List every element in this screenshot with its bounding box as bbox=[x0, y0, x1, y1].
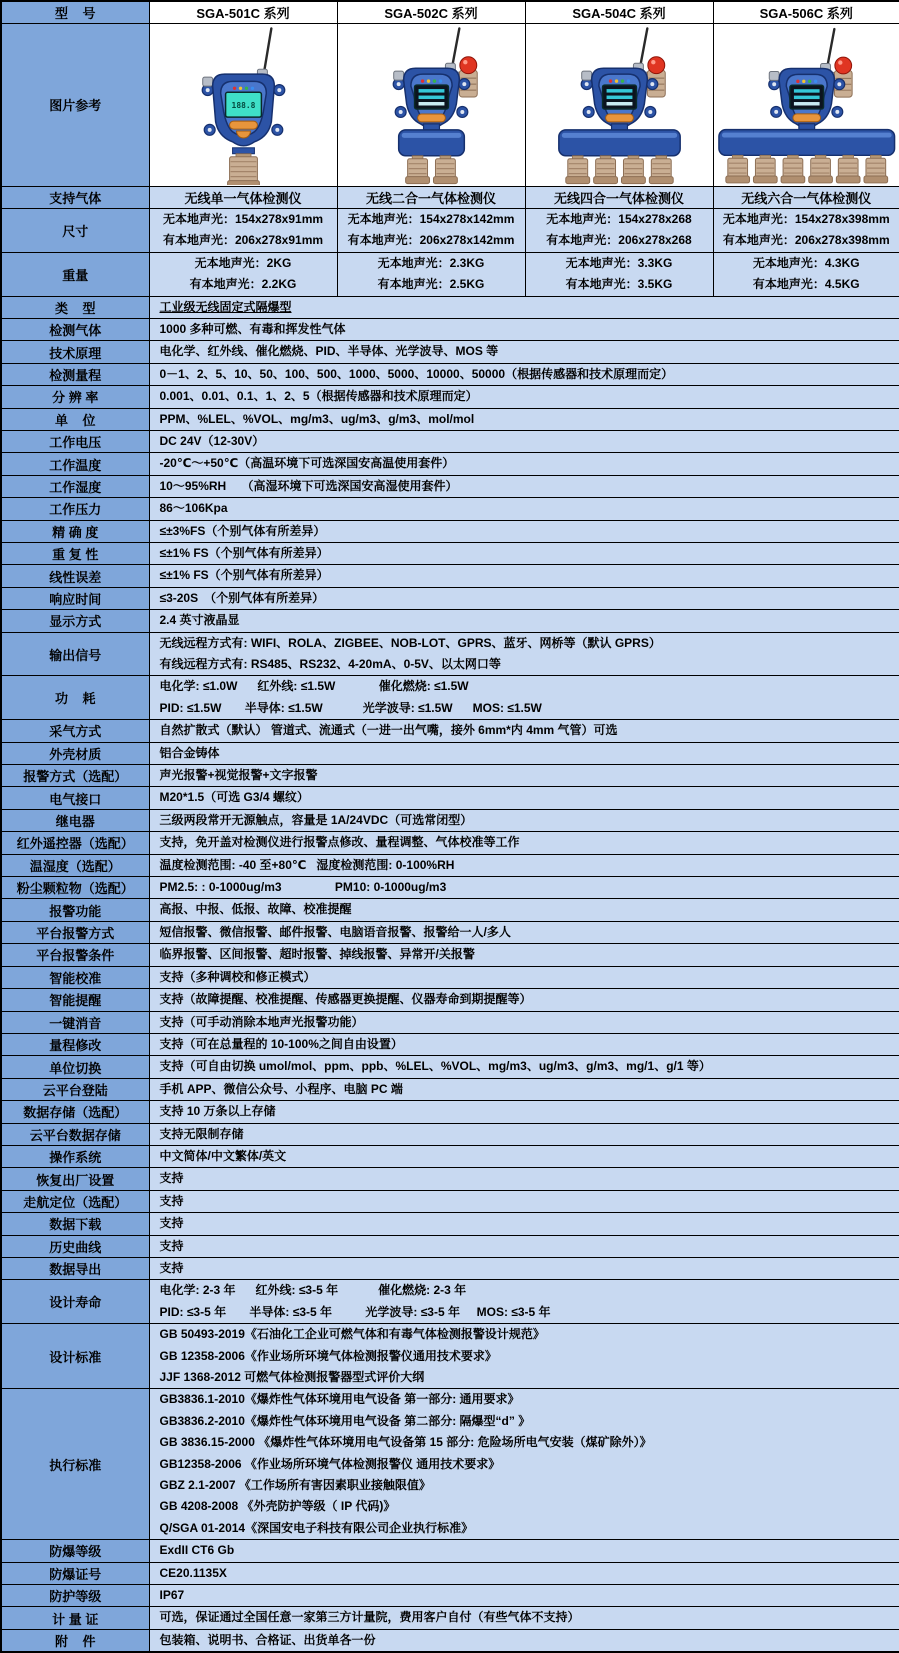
spec-row bbox=[1, 1101, 899, 1123]
dimensions-cell bbox=[713, 208, 899, 252]
spec-line: GB 50493-2019《石油化工企业可燃气体和有毒气体检测报警设计规范》 bbox=[150, 1324, 899, 1345]
spec-row-label: 一键消音 bbox=[1, 1011, 149, 1033]
spec-line: 支持 bbox=[150, 1258, 899, 1279]
weight-row bbox=[1, 252, 899, 296]
spec-row-value bbox=[149, 318, 899, 340]
spec-line: -20℃～+50℃（高温环境下可选深国安高温使用套件） bbox=[150, 453, 899, 474]
spec-line: PPM、%LEL、%VOL、mg/m3、ug/m3、g/m3、mol/mol bbox=[150, 409, 899, 430]
spec-row bbox=[1, 1213, 899, 1235]
spec-row-value bbox=[149, 408, 899, 430]
spec-row-label: 数据导出 bbox=[1, 1257, 149, 1279]
spec-row-label: 工作压力 bbox=[1, 498, 149, 520]
spec-row bbox=[1, 520, 899, 542]
weight-cell bbox=[337, 252, 525, 296]
spec-row-label: 粉尘颗粒物（选配） bbox=[1, 877, 149, 899]
spec-row bbox=[1, 318, 899, 340]
spec-row-value bbox=[149, 610, 899, 632]
spec-row-value bbox=[149, 1033, 899, 1055]
spec-line: GB3836.2-2010《爆炸性气体环境用电气设备 第二部分: 隔爆型“d” 》 bbox=[150, 1411, 899, 1432]
gas-row-label: 支持气体 bbox=[1, 186, 149, 208]
spec-row-label: 量程修改 bbox=[1, 1033, 149, 1055]
spec-row-value bbox=[149, 1190, 899, 1212]
model-name-sga502c: SGA-502C 系列 bbox=[337, 1, 525, 23]
spec-row-value bbox=[149, 386, 899, 408]
spec-line: 短信报警、微信报警、邮件报警、电脑语音报警、报警给一人/多人 bbox=[150, 922, 899, 943]
spec-line: 可选，保证通过全国任意一家第三方计量院，费用客户自付（有些气体不支持） bbox=[150, 1607, 899, 1628]
spec-row-label: 重 复 性 bbox=[1, 542, 149, 564]
weight-cell bbox=[525, 252, 713, 296]
spec-row-label: 输出信号 bbox=[1, 632, 149, 676]
spec-row-label: 防爆等级 bbox=[1, 1540, 149, 1562]
spec-line: 手机 APP、微信公众号、小程序、电脑 PC 端 bbox=[150, 1079, 899, 1100]
spec-line: ≤±3%FS（个别气体有所差异） bbox=[150, 521, 899, 542]
spec-row-value bbox=[149, 765, 899, 787]
product-image-cell bbox=[525, 23, 713, 186]
spec-row bbox=[1, 921, 899, 943]
dimension-line: 无本地声光：154x278x268 bbox=[526, 209, 713, 231]
spec-row-label: 数据存储（选配） bbox=[1, 1101, 149, 1123]
spec-row bbox=[1, 1235, 899, 1257]
spec-row-value bbox=[149, 1011, 899, 1033]
spec-row-value bbox=[149, 520, 899, 542]
spec-row bbox=[1, 720, 899, 742]
spec-row-value bbox=[149, 877, 899, 899]
spec-line: JJF 1368-2012 可燃气体检测报警器型式评价大纲 bbox=[150, 1367, 899, 1388]
spec-row bbox=[1, 809, 899, 831]
spec-row-label: 显示方式 bbox=[1, 610, 149, 632]
model-name-sga504c: SGA-504C 系列 bbox=[525, 1, 713, 23]
spec-row-value bbox=[149, 676, 899, 720]
spec-line: 支持（可自由切换 umol/mol、ppm、ppb、%LEL、%VOL、mg/m3、ug/m3、g/m3、mg/1、g/1 等） bbox=[150, 1056, 899, 1077]
spec-row-label: 执行标准 bbox=[1, 1389, 149, 1540]
spec-row-value bbox=[149, 742, 899, 764]
spec-row-value bbox=[149, 1562, 899, 1584]
spec-row-label: 检测气体 bbox=[1, 318, 149, 340]
product-image-cell bbox=[149, 23, 337, 186]
gas-detector-image bbox=[714, 24, 899, 185]
spec-row-label: 恢复出厂设置 bbox=[1, 1168, 149, 1190]
spec-line: PID: ≤3-5 年 半导体: ≤3-5 年 光学波导: ≤3-5 年 MOS: ≤3-5 年 bbox=[150, 1302, 899, 1323]
spec-line: 临界报警、区间报警、超时报警、掉线报警、异常开/关报警 bbox=[150, 944, 899, 965]
spec-row-value bbox=[149, 1078, 899, 1100]
detector-type: 无线二合一气体检测仪 bbox=[337, 186, 525, 208]
gas-detector-image bbox=[526, 24, 713, 185]
spec-line: PM2.5: : 0-1000ug/m3 PM10: 0-1000ug/m3 bbox=[150, 877, 899, 898]
weight-line: 无本地声光：2.3KG bbox=[338, 253, 525, 275]
spec-row-value bbox=[149, 854, 899, 876]
spec-row bbox=[1, 565, 899, 587]
spec-row bbox=[1, 1056, 899, 1078]
model-header-row bbox=[1, 1, 899, 23]
spec-row-value bbox=[149, 1540, 899, 1562]
spec-line: 支持 bbox=[150, 1168, 899, 1189]
spec-row-value bbox=[149, 498, 899, 520]
spec-row-value bbox=[149, 296, 899, 318]
spec-row-value bbox=[149, 475, 899, 497]
spec-row bbox=[1, 877, 899, 899]
product-image-cell bbox=[337, 23, 525, 186]
spec-line: GBZ 2.1-2007 《工作场所有害因素职业接触限值》 bbox=[150, 1475, 899, 1496]
spec-row-label: 平台报警方式 bbox=[1, 921, 149, 943]
spec-row-label: 电气接口 bbox=[1, 787, 149, 809]
spec-row bbox=[1, 1280, 899, 1324]
dimension-line: 有本地声光：206x278x398mm bbox=[714, 230, 899, 252]
spec-row-label: 云平台数据存储 bbox=[1, 1123, 149, 1145]
spec-line: GB 3836.15-2000 《爆炸性气体环境用电气设备第 15 部分: 危险场所电气安装（煤矿除外）》 bbox=[150, 1432, 899, 1453]
spec-row-value bbox=[149, 542, 899, 564]
spec-row-value bbox=[149, 1235, 899, 1257]
spec-row bbox=[1, 832, 899, 854]
spec-line: DC 24V（12-30V） bbox=[150, 431, 899, 452]
dimension-line: 无本地声光：154x278x398mm bbox=[714, 209, 899, 231]
spec-row bbox=[1, 363, 899, 385]
spec-row bbox=[1, 1168, 899, 1190]
spec-row-value bbox=[149, 1607, 899, 1629]
dimension-line: 无本地声光：154x278x91mm bbox=[150, 209, 337, 231]
spec-line: 支持（可手动消除本地声光报警功能） bbox=[150, 1012, 899, 1033]
dimensions-cell bbox=[525, 208, 713, 252]
spec-line: 声光报警+视觉报警+文字报警 bbox=[150, 765, 899, 786]
spec-line: 支持（可在总量程的 10-100%之间自由设置） bbox=[150, 1034, 899, 1055]
spec-row-value bbox=[149, 1280, 899, 1324]
spec-row-value bbox=[149, 1123, 899, 1145]
dimension-line: 有本地声光：206x278x142mm bbox=[338, 230, 525, 252]
model-row-label: 型 号 bbox=[1, 1, 149, 23]
spec-line: 高报、中报、低报、故障、校准提醒 bbox=[150, 899, 899, 920]
spec-line: 2.4 英寸液晶显 bbox=[150, 610, 899, 631]
spec-line: GB12358-2006 《作业场所环境气体检测报警仪 通用技术要求》 bbox=[150, 1454, 899, 1475]
spec-row-value bbox=[149, 720, 899, 742]
spec-line: 工业级无线固定式隔爆型 bbox=[150, 297, 899, 318]
spec-row-label: 操作系统 bbox=[1, 1145, 149, 1167]
spec-line: ≤3-20S （个别气体有所差异） bbox=[150, 588, 899, 609]
spec-row-value bbox=[149, 1257, 899, 1279]
spec-row-value bbox=[149, 1145, 899, 1167]
spec-row-label: 外壳材质 bbox=[1, 742, 149, 764]
spec-row-value bbox=[149, 921, 899, 943]
spec-line: GB 12358-2006《作业场所环境气体检测报警仪通用技术要求》 bbox=[150, 1346, 899, 1367]
spec-row-label: 云平台登陆 bbox=[1, 1078, 149, 1100]
spec-row-label: 分 辨 率 bbox=[1, 386, 149, 408]
spec-row bbox=[1, 632, 899, 676]
spec-line: M20*1.5（可选 G3/4 螺纹） bbox=[150, 787, 899, 808]
spec-line: 86～106Kpa bbox=[150, 498, 899, 519]
spec-row-label: 设计标准 bbox=[1, 1324, 149, 1389]
spec-row-label: 智能校准 bbox=[1, 966, 149, 988]
spec-line: 0.001、0.01、0.1、1、2、5（根据传感器和技术原理而定） bbox=[150, 386, 899, 407]
model-name-sga501c: SGA-501C 系列 bbox=[149, 1, 337, 23]
spec-line: 支持（多种调校和修正模式） bbox=[150, 967, 899, 988]
spec-line: 电化学、红外线、催化燃烧、PID、半导体、光学波导、MOS 等 bbox=[150, 341, 899, 362]
spec-row-value bbox=[149, 989, 899, 1011]
dimension-line: 有本地声光：206x278x268 bbox=[526, 230, 713, 252]
spec-line: ≤±1% FS（个别气体有所差异） bbox=[150, 543, 899, 564]
weight-cell bbox=[713, 252, 899, 296]
spec-row-label: 智能提醒 bbox=[1, 989, 149, 1011]
spec-line: 有线远程方式有: RS485、RS232、4-20mA、0-5V、以太网口等 bbox=[150, 654, 899, 675]
spec-row-label: 走航定位（选配） bbox=[1, 1190, 149, 1212]
spec-line: GB 4208-2008 《外壳防护等级（ IP 代码)》 bbox=[150, 1496, 899, 1517]
spec-row-value bbox=[149, 430, 899, 452]
spec-line: 支持 bbox=[150, 1191, 899, 1212]
spec-row bbox=[1, 1011, 899, 1033]
spec-row bbox=[1, 899, 899, 921]
detector-type: 无线四合一气体检测仪 bbox=[525, 186, 713, 208]
spec-row-label: 历史曲线 bbox=[1, 1235, 149, 1257]
spec-line: 三级两段常开无源触点，容量是 1A/24VDC（可选常闭型） bbox=[150, 810, 899, 831]
spec-row-label: 工作湿度 bbox=[1, 475, 149, 497]
svg-text:188.8: 188.8 bbox=[231, 101, 255, 110]
spec-row bbox=[1, 1607, 899, 1629]
spec-row-label: 单 位 bbox=[1, 408, 149, 430]
spec-row-value bbox=[149, 1101, 899, 1123]
spec-line: 0－1、2、5、10、50、100、500、1000、5000、10000、50000（根据传感器和技术原理而定） bbox=[150, 364, 899, 385]
spec-row bbox=[1, 1629, 899, 1652]
spec-row-label: 响应时间 bbox=[1, 587, 149, 609]
spec-row-value bbox=[149, 1213, 899, 1235]
spec-row-label: 线性误差 bbox=[1, 565, 149, 587]
spec-row bbox=[1, 453, 899, 475]
spec-row bbox=[1, 989, 899, 1011]
spec-row bbox=[1, 944, 899, 966]
spec-row-label: 检测量程 bbox=[1, 363, 149, 385]
spec-row bbox=[1, 854, 899, 876]
spec-row bbox=[1, 430, 899, 452]
spec-row-label: 报警方式（选配） bbox=[1, 765, 149, 787]
spec-row-label: 平台报警条件 bbox=[1, 944, 149, 966]
spec-row-label: 精 确 度 bbox=[1, 520, 149, 542]
spec-row bbox=[1, 408, 899, 430]
weight-line: 有本地声光：2.2KG bbox=[150, 274, 337, 296]
spec-line: ExdII CT6 Gb bbox=[150, 1540, 899, 1561]
spec-row-label: 数据下载 bbox=[1, 1213, 149, 1235]
spec-row bbox=[1, 587, 899, 609]
spec-row-value bbox=[149, 944, 899, 966]
dimension-line: 无本地声光：154x278x142mm bbox=[338, 209, 525, 231]
spec-row-value bbox=[149, 966, 899, 988]
spec-line: 电化学: ≤1.0W 红外线: ≤1.5W 催化燃烧: ≤1.5W bbox=[150, 676, 899, 697]
dimensions-row bbox=[1, 208, 899, 252]
spec-line: IP67 bbox=[150, 1585, 899, 1606]
product-image-cell bbox=[713, 23, 899, 186]
spec-line: 支持（故障提醒、校准提醒、传感器更换提醒、仪器寿命到期提醒等） bbox=[150, 989, 899, 1010]
dimensions-cell bbox=[337, 208, 525, 252]
spec-row-label: 附 件 bbox=[1, 1629, 149, 1652]
image-row-label: 图片参考 bbox=[1, 23, 149, 186]
spec-line: 支持无限制存储 bbox=[150, 1124, 899, 1145]
weight-line: 有本地声光：3.5KG bbox=[526, 274, 713, 296]
weight-line: 有本地声光：4.5KG bbox=[714, 274, 899, 296]
spec-row bbox=[1, 610, 899, 632]
spec-line: ≤±1% FS（个别气体有所差异） bbox=[150, 565, 899, 586]
spec-row-value bbox=[149, 809, 899, 831]
spec-row bbox=[1, 498, 899, 520]
spec-line: 支持 bbox=[150, 1213, 899, 1234]
spec-row bbox=[1, 742, 899, 764]
spec-row-label: 计 量 证 bbox=[1, 1607, 149, 1629]
spec-line: PID: ≤1.5W 半导体: ≤1.5W 光学波导: ≤1.5W MOS: ≤1.5W bbox=[150, 698, 899, 719]
spec-row-label: 报警功能 bbox=[1, 899, 149, 921]
spec-row-label: 功 耗 bbox=[1, 676, 149, 720]
spec-row-label: 工作电压 bbox=[1, 430, 149, 452]
spec-row bbox=[1, 542, 899, 564]
weight-row-label: 重量 bbox=[1, 252, 149, 296]
spec-line: 支持 10 万条以上存储 bbox=[150, 1101, 899, 1122]
detector-type: 无线六合一气体检测仪 bbox=[713, 186, 899, 208]
spec-rows-body bbox=[1, 296, 899, 1652]
spec-row bbox=[1, 1145, 899, 1167]
spec-row-label: 类 型 bbox=[1, 296, 149, 318]
spec-row bbox=[1, 1190, 899, 1212]
spec-row-value bbox=[149, 363, 899, 385]
spec-row bbox=[1, 1078, 899, 1100]
spec-line: 无线远程方式有: WIFI、ROLA、ZIGBEE、NOB-LOT、GPRS、蓝牙、网桥等（默认 GPRS） bbox=[150, 633, 899, 654]
spec-line: 支持，免开盖对检测仪进行报警点修改、量程调整、气体校准等工作 bbox=[150, 832, 899, 853]
spec-row-label: 技术原理 bbox=[1, 341, 149, 363]
spec-row-value bbox=[149, 1056, 899, 1078]
spec-line: 支持 bbox=[150, 1236, 899, 1257]
spec-row bbox=[1, 966, 899, 988]
spec-row-label: 防护等级 bbox=[1, 1585, 149, 1607]
spec-row bbox=[1, 1389, 899, 1540]
spec-row-label: 温湿度（选配） bbox=[1, 854, 149, 876]
spec-line: CE20.1135X bbox=[150, 1563, 899, 1584]
spec-row-value bbox=[149, 1324, 899, 1389]
model-name-sga506c: SGA-506C 系列 bbox=[713, 1, 899, 23]
spec-row bbox=[1, 296, 899, 318]
spec-row-value bbox=[149, 832, 899, 854]
spec-row-label: 单位切换 bbox=[1, 1056, 149, 1078]
spec-line: 电化学: 2-3 年 红外线: ≤3-5 年 催化燃烧: 2-3 年 bbox=[150, 1280, 899, 1301]
spec-row-label: 工作温度 bbox=[1, 453, 149, 475]
spec-row bbox=[1, 386, 899, 408]
spec-row bbox=[1, 1324, 899, 1389]
spec-row bbox=[1, 341, 899, 363]
spec-line: 中文简体/中文繁体/英文 bbox=[150, 1146, 899, 1167]
spec-line: 1000 多种可燃、有毒和挥发性气体 bbox=[150, 319, 899, 340]
spec-line: GB3836.1-2010《爆炸性气体环境用电气设备 第一部分: 通用要求》 bbox=[150, 1389, 899, 1410]
spec-line: 自然扩散式（默认） 管道式、流通式（一进一出气嘴，接外 6mm*内 4mm 气管）可选 bbox=[150, 720, 899, 741]
spec-row bbox=[1, 1123, 899, 1145]
spec-row bbox=[1, 1257, 899, 1279]
dimension-line: 有本地声光：206x278x91mm bbox=[150, 230, 337, 252]
spec-row-value bbox=[149, 453, 899, 475]
supported-gas-row bbox=[1, 186, 899, 208]
product-image-row bbox=[1, 23, 899, 186]
spec-line: Q/SGA 01-2014《深国安电子科技有限公司企业执行标准》 bbox=[150, 1518, 899, 1539]
detector-type: 无线单一气体检测仪 bbox=[149, 186, 337, 208]
spec-row bbox=[1, 475, 899, 497]
spec-row bbox=[1, 765, 899, 787]
spec-row-value bbox=[149, 1389, 899, 1540]
spec-row-value bbox=[149, 1168, 899, 1190]
spec-line: 铝合金铸体 bbox=[150, 743, 899, 764]
spec-line: 温度检测范围: -40 至+80℃ 湿度检测范围: 0-100%RH bbox=[150, 855, 899, 876]
spec-row bbox=[1, 676, 899, 720]
spec-row-value bbox=[149, 565, 899, 587]
spec-row bbox=[1, 1562, 899, 1584]
spec-line: 10～95%RH （高湿环境下可选深国安高湿使用套件） bbox=[150, 476, 899, 497]
spec-row-label: 设计寿命 bbox=[1, 1280, 149, 1324]
spec-row-value bbox=[149, 787, 899, 809]
spec-row-value bbox=[149, 899, 899, 921]
spec-row-value bbox=[149, 341, 899, 363]
weight-line: 无本地声光：3.3KG bbox=[526, 253, 713, 275]
spec-row-label: 红外遥控器（选配） bbox=[1, 832, 149, 854]
spec-row bbox=[1, 787, 899, 809]
spec-row-value bbox=[149, 587, 899, 609]
weight-line: 有本地声光：2.5KG bbox=[338, 274, 525, 296]
spec-row bbox=[1, 1033, 899, 1055]
spec-row-label: 采气方式 bbox=[1, 720, 149, 742]
dimensions-cell bbox=[149, 208, 337, 252]
weight-line: 无本地声光：2KG bbox=[150, 253, 337, 275]
weight-line: 无本地声光：4.3KG bbox=[714, 253, 899, 275]
spec-line: 包装箱、说明书、合格证、出货单各一份 bbox=[150, 1630, 899, 1651]
spec-row-value bbox=[149, 632, 899, 676]
gas-detector-image bbox=[150, 24, 337, 185]
spec-row-value bbox=[149, 1629, 899, 1652]
spec-row-label: 继电器 bbox=[1, 809, 149, 831]
size-row-label: 尺寸 bbox=[1, 208, 149, 252]
spec-row-label: 防爆证号 bbox=[1, 1562, 149, 1584]
gas-detector-image bbox=[338, 24, 525, 185]
spec-row bbox=[1, 1540, 899, 1562]
weight-cell bbox=[149, 252, 337, 296]
